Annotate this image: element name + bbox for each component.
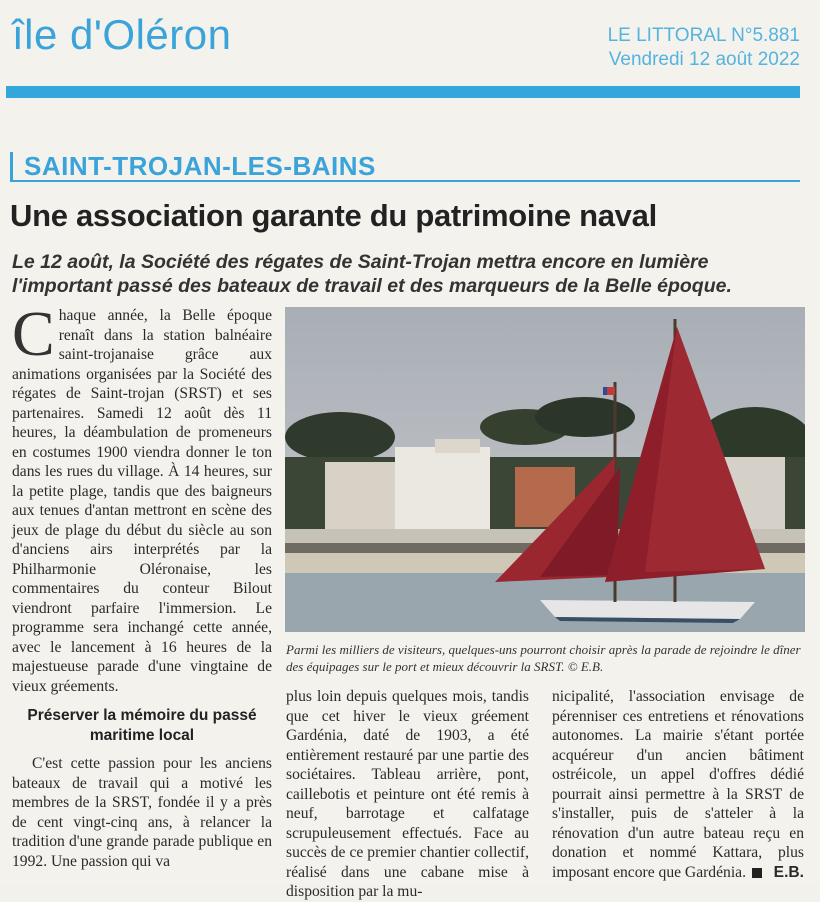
subsection-tick — [10, 152, 13, 180]
column-2 — [286, 687, 529, 902]
column-1 — [12, 298, 272, 871]
issue-info — [608, 24, 800, 72]
paragraph-2: C'est cette passion pour les anciens bateaux de travail qui a motivé les membres de la SRST, fondée il y a près de cent vingt-cinq ans, à relancer la tradition d'une grande parade publique en 1992. Une passion qui va — [12, 755, 272, 870]
newspaper-name: LE LITTORAL N°5.881 — [607, 25, 800, 46]
author-signature: E.B. — [773, 863, 804, 881]
section-title: île d'Oléron — [12, 11, 232, 58]
column-3 — [552, 687, 804, 882]
subsection-header — [10, 150, 800, 182]
article-photo — [285, 307, 805, 632]
subsection-label: SAINT-TROJAN-LES-BAINS — [24, 151, 376, 181]
paragraph-4: nicipalité, l'association envisage de pérenniser ces entretiens et rénovations autonomes. La mairie s'étant portée acquéreur d'un ancien bâtiment ostréicole, un appel d'offres dédié pourrait ainsi permettre à la SRST de s'installer, puis de s'atteler à la rénovation d'un autre bateau reçu en donation et nommé Kattara, plus imposant encore que Gardénia. — [552, 688, 804, 881]
article-standfirst: Le 12 août, la Société des régates de Saint-Trojan mettra encore en lumière l'important passé des bateaux de travail et des marqueurs de la Belle époque. — [12, 251, 732, 297]
paragraph-1: haque année, la Belle époque renaît dans la station balnéaire saint-trojanaise grâce aux animations organisées par la Société des régates de Saint-trojan (SRST) et ses partenaires. Samedi 12 août dès 11 heures, la déambulation de promeneurs en costumes 1900 viendra donner le ton dans les rues du village. À 14 heures, sur la petite plage, tandis que des baigneurs aux tenues d'antan mettront en scène des jeux de plage du début du siècle au son d'anciens airs interprétés par la Philharmonie Oléronaise, les commentaires du conteur Bilout viendront parfaire l'immersion. Le programme sera inchangé cette année, avec le lancement à 16 heures de la majestueuse parade d'une vingtaine de vieux gréements. — [12, 307, 272, 695]
sailboat-photo — [285, 307, 805, 632]
paragraph-3: plus loin depuis quelques mois, tandis que cet hiver le vieux gréement Gardénia, daté de 1903, a été entièrement restauré par une partie des sociétaires. Tableau arrière, pont, caillebotis et peinture ont été remis à neuf, barrotage et calfatage scrupuleusement effectués. Face au succès de ce premier chantier collectif, réalisé dans une cabane mise à disposition par la mu- — [286, 688, 529, 900]
issue-date: Vendredi 12 août 2022 — [608, 49, 800, 70]
header-rule — [6, 86, 800, 98]
article-headline: Une association garante du patrimoine naval — [10, 198, 657, 233]
end-mark — [752, 868, 762, 878]
photo-caption: Parmi les milliers de visiteurs, quelques-uns pourront choisir après la parade de rejoindre le dîner des équipages sur le port et mieux découvrir la SRST. © E.B. — [286, 642, 801, 674]
drop-cap: C — [12, 298, 55, 369]
intertitle: Préserver la mémoire du passé maritime local — [27, 707, 257, 744]
